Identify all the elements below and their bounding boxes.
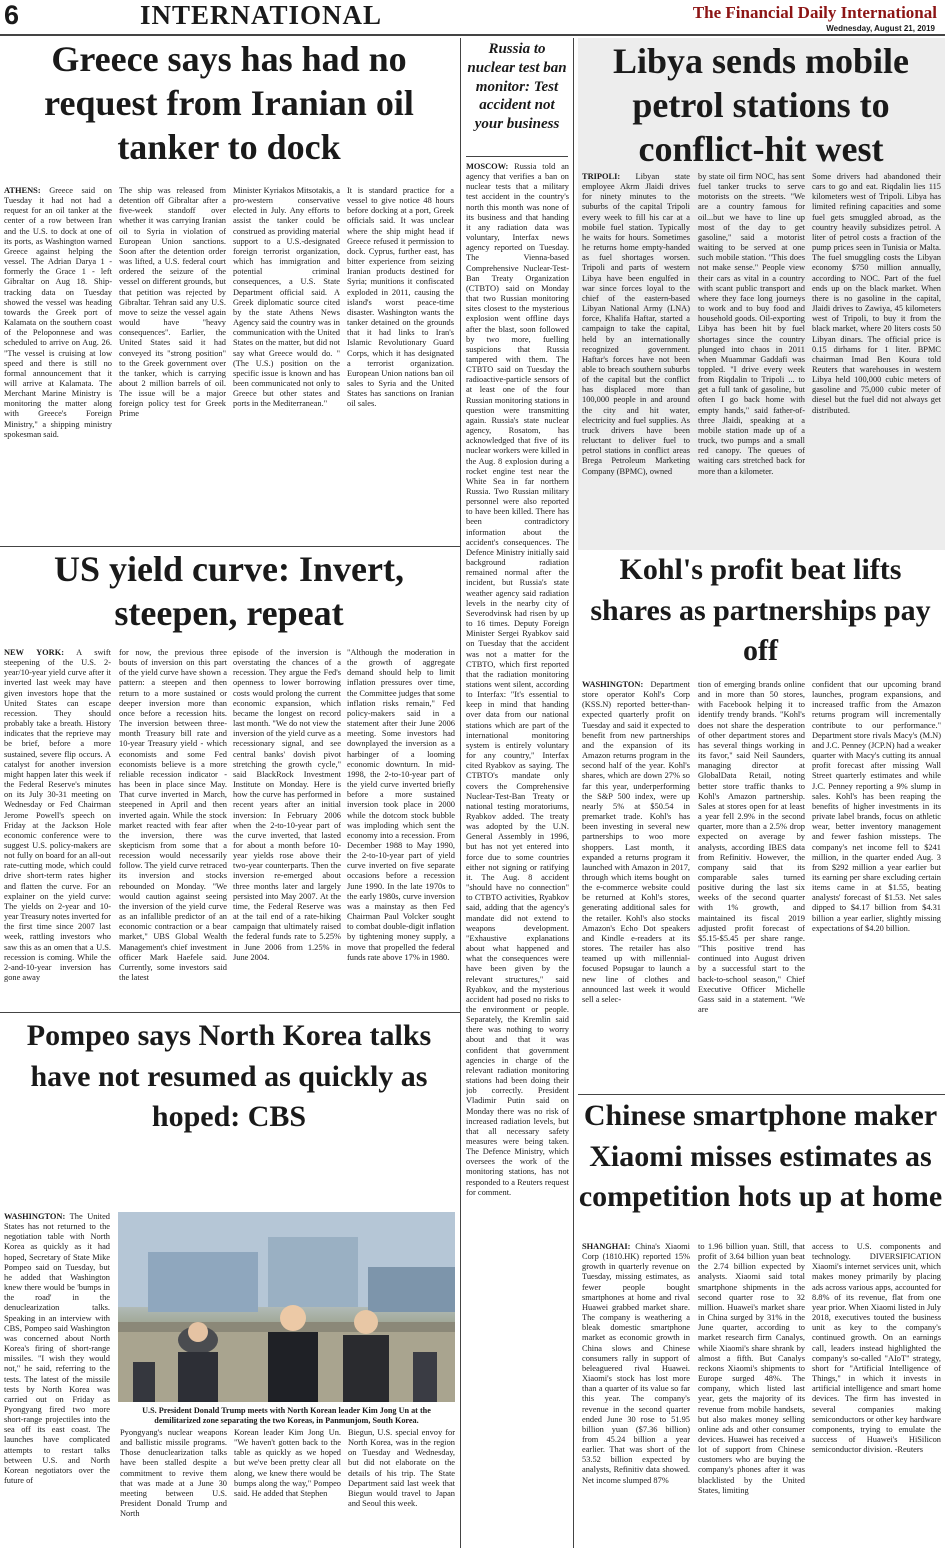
greece-headline: Greece says has had no request from Iranian oil tanker to dock (44, 39, 414, 167)
yield-col-3: episode of the inversion is overstating the chances of a recession. They argue the Fed's openness to lower borrowing costs would prolong the current economic expansion, which became the longest on record last month. "We do not view the inversion of the yield curve as a recessionary signal, and see central banks' dovish pivot stretching the growth cycle," said BlackRock Investment Institute on Monday. Here is how the curve has performed in recent years after an initial inversion: In February 2006 when the 2-to-10-year part of the curve inverted, that lasted for about a month before 10-year yields rose above their two-year counterparts. Then the inversion re-emerged about three months later and largely persisted into May 2007. At the time, the Federal Reserve was at the tail end of a rate-hiking campaign that ultimately raised the federal funds rate to 5.25% in June 2006 from 1.25% in June 2004. (233, 648, 341, 962)
pompeo-col-2: Pyongyang's nuclear weapons and ballistic missile programs. Those denuclearization talks have been stalled despite a commitment to revive them that was made at a June 30 meeting between U.S. President Donald Trump and North (120, 1428, 227, 1519)
russia-headline: Russia to nuclear test ban monitor: Test accident not your business (467, 41, 567, 132)
libya-col-3: Some drivers had abandoned their cars to go and eat. Riqdalin lies 115 kilometers west of Tripoli. Libya has limited refining capacities and some fuel gets smuggled abroad, as the country heavily subsidizes petrol. A liter of petrol costs a fraction of the pump prices seen in Tunisia or Malta. The fuel smuggling costs the Libyan economy $750 million annually, according to NOC. Part of the fuel ends up on the black market. When there is no gasoline in the capital, Jlaidi drives to Zawiya, 45 kilometers west of Tripoli, to buy it from the black market, where 20 liters costs 50 Libyan dinars. The official price is 0.15 dirhams for 1 liter. BPMC chairman Imad Ben Koura told Reuters that warehouses in western Libya held 100,000 cubic meters of gasoline and 75,000 cubic meter of diesel but the fuel did not always get distributed. (812, 172, 941, 415)
yield-headline: US yield curve: Invert, steepen, repeat (54, 549, 404, 633)
greece-col-1: ATHENS: Greece said on Tuesday it had not had a request for an oil tanker at the center of a row between Iran and the U.S. to dock at one of its ports, as Washington warned Greece against helping the vessel. The Adrian Darya 1 - formerly the Grace 1 - left Gibraltar on Aug 18. Ship-tracking data on Tuesday showed the vessel was heading towards the Greek port of Kalamata on the southern coast of the Peloponnese and was scheduled to arrive on Aug. 26. "The vessel is cruising at low speed and there is still no formal announcement that it will arrive at Kalamata. The Merchant Marine Ministry is monitoring the matter along with Greece's Foreign Ministry," a shipping ministry spokesman said. (4, 186, 112, 439)
pompeo-col-4: Biegun, U.S. special envoy for North Korea, was in the region on Tuesday and Wednesday, but did not elaborate on the details of his trip. The State Department said last week that Biegun would travel to Japan and Seoul this week. (348, 1428, 455, 1509)
masthead: The Financial Daily International (692, 3, 937, 22)
yield-col-1: NEW YORK: A swift steepening of the U.S. 2-year/10-year yield curve after it inverted last week may have given investors hope that the United States can escape recession. They should probably take a breath. History indicates that the reprieve may be brief, before a more sustained, severe flip occurs. A catalyst for another inversion might happen later this week if the Federal Reserve's minutes on its July 30-31 meeting on Wednesday or Fed Chairman Jerome Powell's speech on Friday at the Jackson Hole economic conference were to suggest U.S. policy-makers are not fully on board for an all-out rate-cutting mode, which could drive short-term rates higher and flatten the curve. For an explainer on the yield curve: The yields on 2-year and 10-year Treasury notes inverted for the first time since 2007 last week, rattling investors who saw this as an omen that a U.S. recession is coming. While the 2-and-10-year inversion has gone away (4, 648, 111, 982)
pompeo-headline: Pompeo says North Korea talks have not resumed as quickly as hoped: CBS (26, 1019, 432, 1133)
kohls-col-3: confident that our upcoming brand launches, program expansions, and increased traffic from the Amazon returns program will incrementally contribute to our performance." Department store rivals Macy's (M.N) and J.C. Penney (JCP.N) had a weaker quarter with Macy's cutting its annual profit forecast after missing Wall Street quarterly estimates and while J.C. Penney reporting a 9% slump in sales. Kohl's has been reaping the benefits of higher investments in its private label brands, focus on athletic wear, better inventory management and fewer fashion missteps. The company's net income fell to $241 million, in the quarter ended Aug. 3 from $292 million a year earlier but its earning per share excluding certain items came in at $1.55, beating analysts' forecast of $1.53. Net sales dipped to $4.17 billion from $4.31 billion a year earlier, slightly missing expectations of $4.20 billion. (812, 680, 941, 933)
xiaomi-col-2: to 1.96 billion yuan. Still, that profit of 3.64 billion yuan beat the 2.74 billion expected by analysts. Xiaomi said total smartphone shipments in the second quarter rose to 32 million. Huawei's market share in China surged by 31% in the June quarter, according to market research firm Canalys, while Xiaomi's share shrank by almost a fifth. But Canalys reckons Xiaomi's shipments to Europe surged 48%. The company, which listed last year, gets the majority of its revenue from mobile handsets, but also makes money selling online ads and other consumer devices. Huawei has received a lot of support from Chinese customers who are buying the company's phones after it was blacklisted by the United States, limiting (698, 1242, 805, 1495)
greece-col-2: The ship was released from detention off Gibraltar after a five-week standoff over whether it was carrying Iranian oil to Syria in violation of European Union sanctions. Soon after the detention order was lifted, a U.S. federal court ordered the seizure of the vessel on different grounds, but that petition was rejected by Gibraltar. Tehran said any U.S. move to seize the vessel again would have "heavy consequences". Earlier, the United States said it had conveyed its "strong position" to the Greek government over the tanker, which is carrying about 2 million barrels of oil. The issue will be a major foreign policy test for Greek Prime (119, 186, 226, 419)
libya-col-2: by state oil firm NOC, has sent fuel tanker trucks to serve motorists on the streets. "We are a country famous for oil...but we have to line up most of the day to get gasoline," said a motorist waiting to be served at one such mobile station. "This does not make sense." People view their cars as vital in a country with scant public transport and where they face long journeys to work and to buy food and household goods. Oil-exporting Libya has been hit by fuel shortages since the country plunged into chaos in 2011 when Muammar Gaddafi was toppled. "I drive every week from Riqdalin to Tripoli ... to get a full tank of gasoline, but often I go back home with empty hands," said father-of-three Jlaidi, speaking at a mobile station made up of a truck, two pumps and a small red canopy. The queues of waiting cars stretched back for more than a kilometer. (698, 172, 805, 476)
xiaomi-col-3: access to U.S. components and technology. DIVERSIFICATION Xiaomi's internet services unit, which makes money primarily by placing ads across various apps, accounted for 8.8% of its revenue, flat from one year prior. When Xiaomi listed in July 2018, executives touted the business unit as key to the company's continued growth. On an earnings call, leaders instead highlighted the company's so-called "AIoT" strategy, short for "Artificial Intelligence of Things," in which it invests in artificial intelligence and smart home devices. The firm has invested in several companies making semiconductors or other key hardware components, trying to emulate the success of Huawei's HiSilicon semiconductor division. -Reuters (812, 1242, 941, 1455)
pompeo-col-3: Korean leader Kim Jong Un. "We haven't gotten back to the table as quickly as we hoped but we've been pretty clear all along, we knew there would be bumps along the way," Pompeo said. He added that Stephen (234, 1428, 341, 1498)
kohls-col-2: tion of emerging brands online and in more than 50 stores, with Facebook helping it to identify trendy brands. "Kohl's does not share the desperation of other department stores and has several things working in its favor," said Neil Saunders, managing director at GlobalData Retail, noting better store traffic thanks to Kohl's Amazon partnership. Sales at stores open for at least a year fell 2.9% in the second quarter, more than a 2.5% drop expected on average by analysts, according IBES data from Refinitiv. However, the company said that its comparable sales turned positive during the last six weeks of the second quarter with 1% growth, and maintained its fiscal 2019 adjusted profit forecast of $5.15-$5.45 per share range. "This positive trend has continued into August driven by a successful start to the back-to-school season," Chief Executive Officer Michelle Gass said in a statement. "We are (698, 680, 805, 1014)
column-rule-right (573, 38, 574, 1548)
page-number: 6 (4, 0, 20, 30)
column-rule-left (460, 38, 461, 1548)
libya-headline: Libya sends mobile petrol stations to conflict-hit west (612, 41, 910, 169)
issue-date: Wednesday, August 21, 2019 (826, 24, 935, 33)
russia-rule (466, 156, 568, 157)
xiaomi-headline: Chinese smartphone maker Xiaomi misses estimates as competition hots up at home (578, 1099, 943, 1213)
greece-col-3: Minister Kyriakos Mitsotakis, a pro-western conservative elected in July. Any efforts to assist the tanker could be construed as providing material support to a U.S.-designated foreign terrorist organization, which has immigration and potential criminal consequences, a U.S. State Department official said. A Greek diplomatic source cited by the state Athens News Agency said the country was in communication with the United States on the matter, but did not say what Greece would do. "(The U.S.) position on the specific issue is known and has been communicated not only to Greece but other states and ports in the Mediterranean." (233, 186, 340, 409)
trump-kim-photo (118, 1212, 455, 1402)
xiaomi-col-1: SHANGHAI: China's Xiaomi Corp (1810.HK) reported 15% growth in quarterly revenue on Tuesday, missing estimates, as fewer people bought smartphones at home and rival Huawei grabbed market share. The company is weathering a bleak domestic smartphone market as economic growth in China slows and Chinese consumers rally in support of beleaguered rival Huawei. Xiaomi's stock has lost more than a quarter of its value so far this year. The company's revenue in the second quarter ended June 30 rose to 51.95 billion yuan ($7.36 billion) from 45.24 billion a year earlier. That was short of the 53.52 billion expected by analysts, Refinitiv data showed. Net income slumped 87% (582, 1242, 690, 1485)
greece-bottom-rule (0, 546, 460, 547)
yield-bottom-rule (0, 1012, 460, 1013)
libya-col-1: TRIPOLI: Libyan state employee Akrm Jlaidi drives for ninety minutes to the suburbs of the capital Tripoli every week to fill his car at a mobile fuel station. Typically he waits for hours. Sometimes he returns home empty-handed as fuel shortages worsen. Tripoli and parts of western Libya have been engulfed in war since forces loyal to the chief of the eastern-based Libyan National Army (LNA) force, Khalifa Haftar, started a campaign to take the capital, held by an internationally recognized government. Haftar's forces have not been able to breach southern suburbs of the capital but the conflict has displaced more than 100,000 people in and around the city and hit water, electricity and fuel supplies. As truck drivers have been reluctant to deliver fuel to petrol stations in conflict areas Brega Petroleum Marketing Company (BPMC), owned (582, 172, 690, 476)
kohls-headline: Kohl's profit beat lifts shares as partnerships pay off (590, 553, 931, 667)
photo-caption: U.S. President Donald Trump meets with North Korean leader Kim Jong Un at the demilitarized zone separating the two Koreas, in Panmunjom, South Korea. (142, 1406, 431, 1425)
header-rule (0, 34, 945, 36)
kohls-bottom-rule (578, 1094, 945, 1095)
pompeo-col-1: WASHINGTON: The United States has not returned to the negotiation table with North Korea as quickly as it had hoped, Secretary of State Mike Pompeo said on Tuesday, but he added that Washington knew there would be 'bumps in the road' in the denuclearization talks. Speaking in an interview with CBS, Pompeo said Washington was concerned about North Korea's firing of short-range missiles. "I wish they would not," he said, referring to the tests. The latest of the missile tests by North Korea was carried out on Friday as Pyongyang fired two more short-range projectiles into the sea off its east coast. The launches have complicated attempts to restart talks between U.S. and North Korean negotiators over the future of (4, 1212, 110, 1486)
russia-col: MOSCOW: Russia told an agency that verifies a ban on nuclear tests that a military test accident in the country's north this month was none of its business and that handing it any radiation data was voluntary, Interfax news agency reported on Tuesday. The Vienna-based Comprehensive Nuclear-Test-Ban Treaty Organization (CTBTO) said on Monday that two Russian monitoring sites closest to the mysterious explosion went offline days after the blast, soon followed by two more, fuelling suspicions that Russia tampered with them. The CTBTO said on Tuesday the radioactive-particle sensors of at least one of the four Russian monitoring stations in question were transmitting again. Russia's state nuclear agency, Rosatom, has acknowledged that five of its nuclear workers were killed in the Aug. 8 explosion during a rocket engine test near the White Sea in far northern Russia. Two Russian military personnel were also reported to have been killed. There has been contradictory information about the accident's consequences. The Defence Ministry initially said background radiation remained normal after the incident, but Russia's state weather agency said radiation levels in the nearby city of Severodvinsk had risen by up to 16 times. Deputy Foreign Minister Sergei Ryabkov said on Tuesday that the accident was not a matter for the CTBTO, which first reported that the radiation monitoring stations went silent, according to Interfax: "It's essential to keep in mind that handing over data from our national stations which are part of the international monitoring system is entirely voluntary for any country," Interfax cited Ryabkov as saying. The CTBTO's mandate only covers the Comprehensive Nuclear-Test-Ban Treaty or national testing moratoriums, Ryabkov added. The treaty was adopted by the U.N. General Assembly in 1996, but has not yet entered into force due to some countries either not signing or ratifying it. The Aug. 8 accident "should have no connection" to CTBTO activities, Ryabkov said, adding that the agency's mandate did not extend to weapons development. "Exhaustive explanations about what happened and what the consequences were have been given by the relevant structures," said Ryabkov, and the mysterious accident had posed no risks to the environment or people. Separately, the Kremlin said there was nothing to worry about and that it was confident that government agencies in charge of the relevant radiation monitoring stations had been doing their job correctly. President Vladimir Putin said on Monday there was no risk of increased radiation levels, but that all necessary safety measures were being taken. The Defence Ministry, which oversees the work of the monitoring stations, has not responded to a Reuters request for comment. (466, 162, 569, 1197)
kohls-col-1: WASHINGTON: Department store operator Kohl's Corp (KSS.N) reported better-than-expected quarterly profit on Tuesday and said it expected to benefit from new partnerships and the expansion of its Amazon returns program in the second half of the year. Kohl's shares, which are down 27% so far this year, underperforming the S&P 500 index, were up nearly 5% at $50.54 in premarket trade. Kohl's has been investing in several new partnerships to woo more shoppers. Last month, it expanded a returns program it launched with Amazon in 2017, through which items bought on the e-commerce website could be returned at Kohl's stores, generating additional sales for the retailer. Kohl's also stocks Amazon's Echo Dot speakers and Kindle e-readers at its stores. The retailer has also teamed up with millennial-focused Popsugar to launch a new line of clothes and announced last week it would sell a selec- (582, 680, 690, 1004)
photo-illustration (118, 1212, 455, 1402)
yield-col-4: "Although the moderation in the growth of aggregate demand should help to limit inflation pressures over time, the Committee judges that some inflation risks remain," Fed policy-makers said in a statement after their June 2006 meeting. Some investors had downplayed the inversion as a harbinger of a looming economic downturn. In mid-1998, the 2-to-10-year part of the yield curve inverted briefly before a more sustained inversion took place in 2000 while the dotcom stock bubble was imploding which sent the economy into a recession. From December 1988 to May 1990, the 2-to-10-year part of yield curve inverted on five separate occasions before a recession June 1990. In the late 1970s to the early 1980s, curve inversion was a mainstay as then Fed Chairman Paul Volcker sought to combat double-digit inflation by tightening money supply, a move that propelled the federal funds rate above 17% in 1980. (347, 648, 455, 962)
greece-col-4: It is standard practice for a vessel to give notice 48 hours before docking at a port, Greek officials said. It was unclear where the ship might head if Greece refused it permission to dock. Cyprus, further east, has bitter experience from seizing Iranian products destined for Syria; munitions it confiscated exploded in 2011, causing the island's worst peace-time disaster. Washington wants the tanker detained on the grounds that it had links to Iran's Islamic Revolutionary Guard Corps, which it has designated a terrorist organization. European Union nations ban oil sales to Syria and the United States has sanctions on Iranian oil sales. (347, 186, 454, 409)
section-title: INTERNATIONAL (140, 0, 383, 30)
yield-col-2: for now, the previous three bouts of inversion on this part of the yield curve have shown a pattern: a steepen and then return to a more sustained or deeper inversion more than once before a recession hits. The inversion between three-month Treasury bill rate and 10-year Treasury yield - which economists and some Fed economists believe is a more reliable recession indicator - has been in place since May. That curve inverted in March, steepened in April and then inverted again. While the stock market reacted with fear after the inversion, there was skepticism from some that a recession would necessarily follow. The yield curve retraced its inversion and stocks rebounded on Monday. "We would caution against seeing the inversion of the yield curve as an infallible predictor of an economic contraction or a bear market," UBS Global Wealth Management's chief investment officer Mark Haefele said. Currently, some investors said the latest (119, 648, 227, 982)
